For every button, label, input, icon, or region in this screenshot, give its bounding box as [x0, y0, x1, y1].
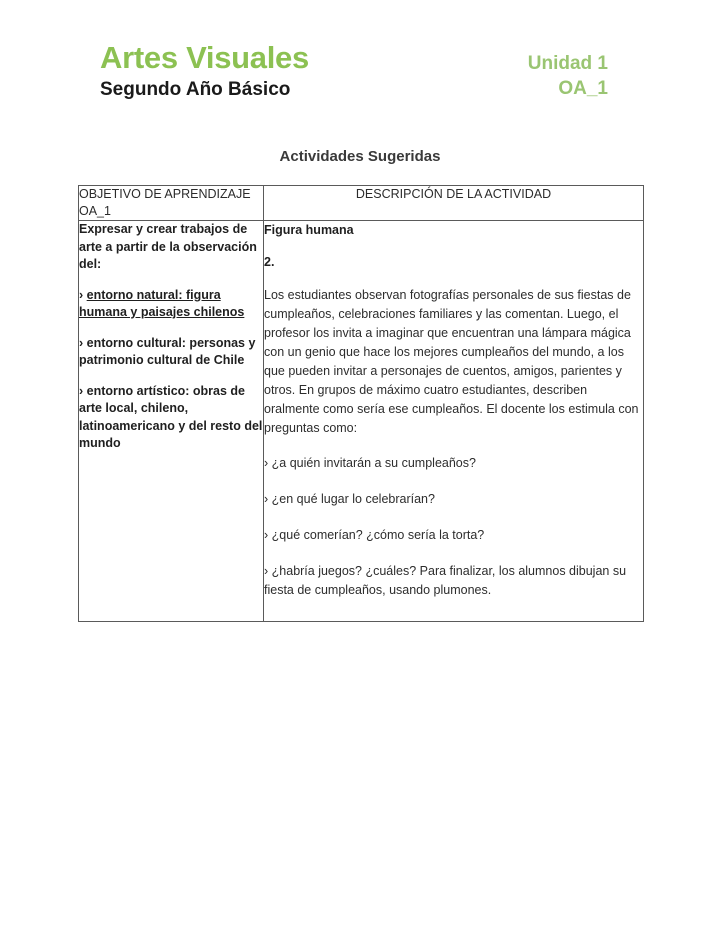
activity-question-3 [264, 526, 643, 545]
objective-item-2-label: entorno cultural: personas y patrimonio cultural de Chile [79, 335, 256, 367]
activity-question-4 [264, 562, 643, 600]
objective-intro: Expresar y crear trabajos de arte a partir de la observación del: [79, 222, 257, 271]
document-header [0, 0, 720, 120]
activity-question-2-label: ¿en qué lugar lo celebrarían? [271, 492, 435, 506]
activity-question-2 [264, 490, 643, 509]
description-cell [264, 221, 644, 622]
chevron-right-icon: › [264, 528, 269, 542]
activity-question-1-label: ¿a quién invitarán a su cumpleaños? [271, 456, 476, 470]
activity-number: 2. [264, 255, 275, 269]
activity-question-4-label: ¿habría juegos? ¿cuáles? Para finalizar, los alumnos dibujan su fiesta de cumpleaños, usando plumones. [264, 564, 627, 597]
objective-item-1-label: entorno natural: figura humana y paisajes chilenos [79, 287, 245, 319]
activities-table [78, 185, 644, 622]
table-header-row [79, 186, 644, 221]
chevron-right-icon: › [79, 335, 84, 350]
activity-heading: Figura humana [264, 223, 354, 237]
table-body [79, 221, 644, 622]
objective-item-1 [79, 287, 263, 322]
objective-item-3 [79, 383, 263, 453]
table-header-row-group [79, 186, 644, 221]
section-title: Actividades Sugeridas [279, 148, 441, 165]
chevron-right-icon: › [264, 564, 269, 578]
header-left-block [100, 40, 309, 102]
column-header-description: DESCRIPCIÓN DE LA ACTIVIDAD [264, 186, 644, 221]
activity-paragraph: Los estudiantes observan fotografías personales de sus fiestas de cumpleaños, celebraciones familiares y las comentan. Luego, el profesor los invita a imaginar que encuentran una lámpara mágica con un genio que hace los mejores cumpleaños del mundo, a los que pueden invitar a personajes de cuentos, amigos, parientes y otros. En grupos de máximo cuatro estudiantes, describen oralmente como sería ese cumpleaños. El docente los estimula con preguntas como: [264, 288, 639, 435]
activity-question-1 [264, 454, 643, 473]
document-subtitle: Segundo Año Básico [100, 79, 291, 100]
activity-question-3-label: ¿qué comerían? ¿cómo sería la torta? [271, 528, 485, 542]
oa-label: OA_1 [558, 78, 608, 99]
objective-item-2 [79, 335, 263, 370]
chevron-right-icon: › [79, 383, 84, 398]
header-right-block [528, 51, 608, 101]
unit-label: Unidad 1 [527, 53, 608, 74]
document-title: Artes Visuales [100, 40, 309, 75]
objective-item-3-label: entorno artístico: obras de arte local, chileno, latinoamericano y del resto del mundo [79, 383, 263, 450]
column-header-objective: OBJETIVO DE APRENDIZAJE OA_1 [79, 186, 264, 221]
table-row [79, 221, 644, 622]
chevron-right-icon: › [264, 456, 269, 470]
chevron-right-icon: › [264, 492, 269, 506]
chevron-right-icon: › [79, 287, 84, 302]
objective-cell [79, 221, 264, 622]
